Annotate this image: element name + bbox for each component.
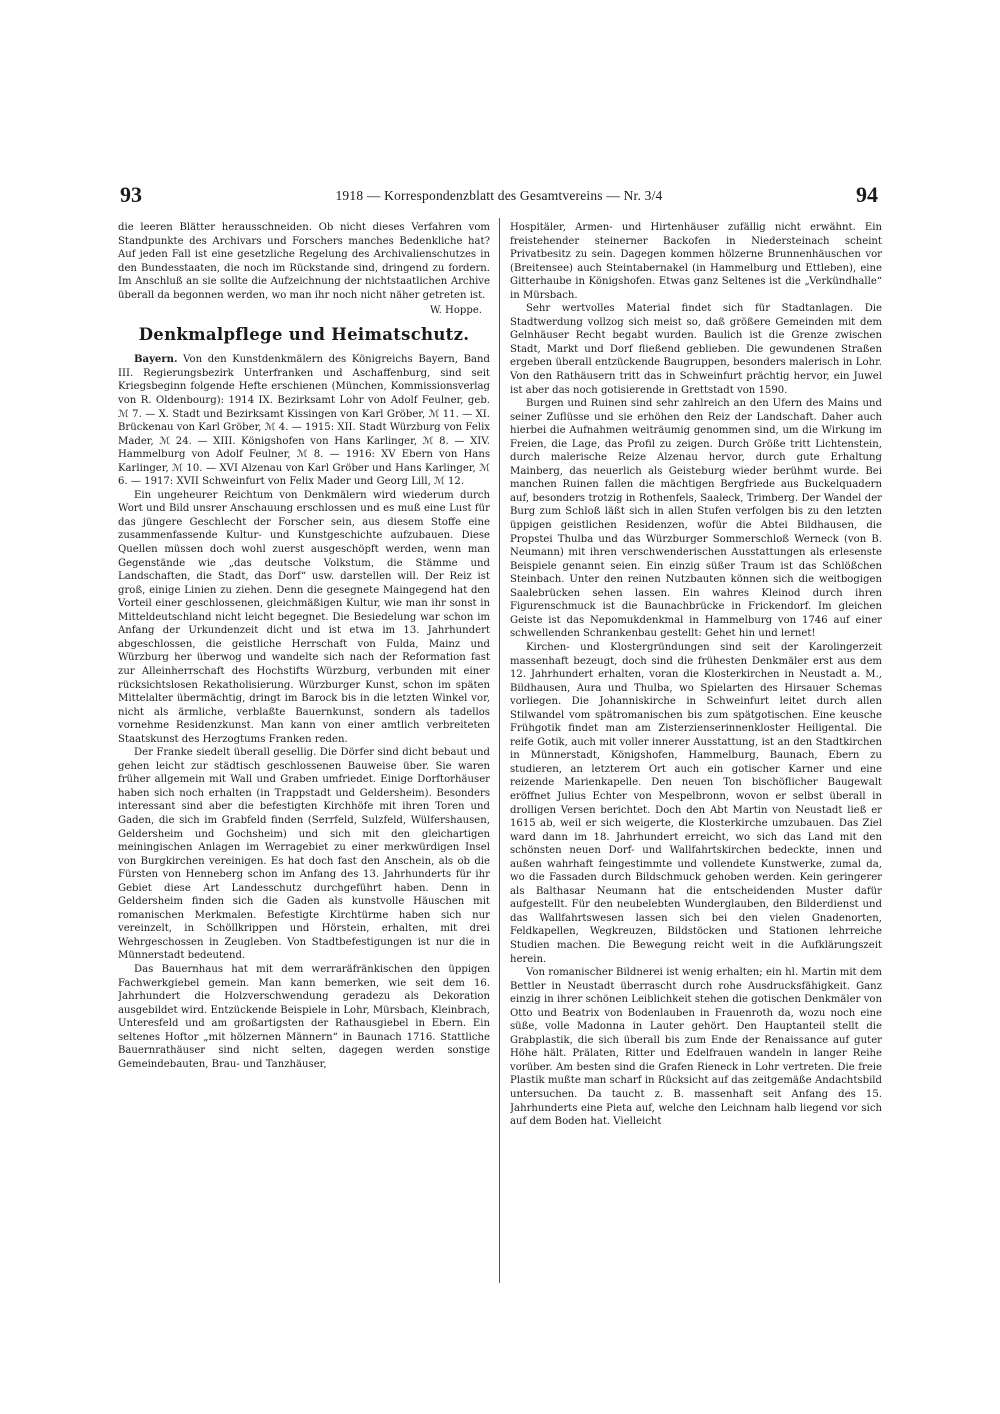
right-column [510, 221, 882, 1281]
bibliography-paragraph [118, 353, 490, 488]
section-title: Denkmalpflege und Heimatschutz. [138, 324, 470, 344]
page-header [120, 182, 878, 212]
body-paragraph: Von romanischer Bildnerei ist wenig erhalten; ein hl. Martin mit dem Bettler in Neustadt überrascht durch rohe Ausdrucksfähigkeit. Ganz einzig in ihrer schönen Leiblichkeit stehen die gotischen Denkmäler von Otto und Beatrix von Bodenlauben in Frauenroth da, wozu noch eine süße, volle Madonna in Lauter gehört. Den Hauptanteil stellt die Grabplastik, die sich überall bis zum Ende der Renaissance auf guter Höhe hält. Prälaten, Ritter und Edelfrauen wandeln in langer Reihe vorüber. Am besten sind die Grafen Rieneck in Lohr vertreten. Die freie Plastik mußte man scharf in Rücksicht auf das zeitgemäße Andachtsbild untersuchen. Da taucht z. B. massenhaft seit Anfang des 15. Jahrhunderts eine Pieta auf, welche den Leichnam halb liegend vor sich auf dem Boden hat. Vielleicht [510, 967, 882, 1128]
intro-paragraph: die leeren Blätter herausschneiden. Ob nicht dieses Verfahren vom Standpunkte des Archivars und Forschers manches Bedenkliche hat? Auf jeden Fall ist eine gesetzliche Regelung des Archivalienschutzes in den Bundesstaaten, die noch im Rückstande sind, dringend zu fordern. Im Anschluß an sie sollte die Aufzeichnung der nichtstaatlichen Archive überall da begonnen werden, wo man ihr noch nicht näher getreten ist. [118, 222, 490, 301]
body-paragraph: Hospitäler, Armen- und Hirtenhäuser zufällig nicht erwähnt. Ein freistehender steinerner Backofen in Niedersteinach scheint Privatbesitz zu sein. Dagegen kommen hölzerne Brunnenhäuschen vor (Breitensee) auch Steintabernakel (in Hammelburg und Ettleben), eine Gitterhaube in Königshofen. Etwas ganz Seltenes ist die „Verkündhalle“ in Mürsbach. [510, 222, 882, 301]
bibliography-lead: Bayern. [134, 354, 178, 366]
author-signature: W. Hoppe. [429, 305, 482, 317]
page-number-right: 94 [856, 182, 878, 207]
body-paragraph: Ein ungeheurer Reichtum von Denkmälern wird wiederum durch Wort und Bild unsrer Anschauung erschlossen und es muß eine Lust für das jüngere Geschlecht der Forscher sein, aus diesem Stoffe eine zusammenfassende Kultur- und Kunstgeschichte aufzubauen. Diese Quellen müssen doch wohl zuerst ausgeschöpft werden, wenn man Gegenstände wie „das deutsche Volkstum, die Stämme und Landschaften, die Stadt, das Dorf“ usw. darstellen will. Der Reiz ist groß, einige Linien zu ziehen. Denn die gesegnete Maingegend hat den Vorteil einer geschlossenen, gleichmäßigen Kultur, wie man ihr sonst in Mitteldeutschland nicht leicht begegnet. Die Besiedelung war schon im Anfang der Urkundenzeit dicht und ist etwa im 13. Jahrhundert abgeschlossen, die geistliche Herrschaft von Fulda, Mainz und Würzburg her überwog und wandelte sich nach der Reformation fast zur Alleinherrschaft des Hochstifts Würzburg, verbunden mit einer rücksichtslosen Rekatholisierung. Würzburger Kunst, schon im späten Mittelalter übermächtig, dringt im Barock bis in die letzten Winkel vor, nicht als ärmliche, verblaßte Bauernkunst, sondern als tadellos vornehme Residenzkunst. Man kann von einer amtlich verbreiteten Staatskunst des Herzogtums Franken reden. [118, 489, 490, 745]
body-paragraph: Der Franke siedelt überall gesellig. Die Dörfer sind dicht bebaut und gehen leicht zur städtisch geschlossenen Bauweise über. Sie waren früher allgemein mit Wall und Graben umfriedet. Einige Dorftorhäuser haben sich noch erhalten (in Trappstadt und Geldersheim). Besonders interessant sind aber die befestigten Kirchhöfe mit ihren Toren und Gaden, die sich im Grabfeld finden (Serrfeld, Sulzfeld, Wülfershausen, Geldersheim und Gochsheim) und sich mit den gleichartigen meiningischen Anlagen im Werragebiet zu einer merkwürdigen Insel von Burgkirchen vereinigen. Es hat doch fast den Anschein, als ob die Fürsten von Henneberg schon im Anfang des 13. Jahrhunderts für ihr Gebiet diese Art Landesschutz durchgeführt haben. Denn in Geldersheim finden sich die Gaden als kunstvolle Häuschen mit romanischen Merkmalen. Befestigte Kirchtürme haben sich nur vereinzelt, in Schöllkrippen und Hörstein, erhalten, mit drei Wehrgeschossen in Zeugleben. Von Stadtbefestigungen ist nur die in Münnerstadt bedeutend. [118, 747, 490, 962]
bibliography-text: Von den Kunstdenkmälern des Königreichs Bayern, Band III. Regierungsbezirk Unterfranken und Aschaffenburg, sind seit Kriegsbeginn folgende Hefte erschienen (München, Kommissionsverlag von R. Oldenbourg): 1914 IX. Bezirksamt Lohr von Adolf Feulner, geb. ℳ 7. — X. Stadt und Bezirksamt Kissingen von Karl Gröber, ℳ 11. — XI. Brückenau von Karl Gröber, ℳ 4. — 1915: XII. Stadt Würzburg von Felix Mader, ℳ 24. — XIII. Königshofen von Hans Karlinger, ℳ 8. — XIV. Hammelburg von Adolf Feulner, ℳ 8. — 1916: XV Ebern von Hans Karlinger, ℳ 10. — XVI Alzenau von Karl Gröber und Hans Karlinger, ℳ 6. — 1917: XVII Schweinfurt von Felix Mader und Georg Lill, ℳ 12. [118, 354, 490, 488]
body-paragraph: Kirchen- und Klostergründungen sind seit der Karolingerzeit massenhaft bezeugt, doch sind die frühesten Denkmäler erst aus dem 12. Jahrhundert erhalten, voran die Klosterkirchen in Neustadt a. M., Bildhausen, Aura und Thulba, wo Spielarten des Hirsauer Schemas vorliegen. Die Johanniskirche in Schweinfurt leitet durch allen Stilwandel vom spätromanischen bis zum spätgotischen. Eine keusche Frühgotik findet man am Zisterzienserinnenkloster Heiligental. Die reife Gotik, auch mit voller innerer Ausstattung, ist an den Stadtkirchen in Münnerstadt, Königshofen, Hammelburg, Baunach, Ebern zu studieren, an letzterem Ort auch ein gotischer Karner und eine reizende Marienkapelle. Den neuen Ton bischöflicher Baugewalt eröffnet Julius Echter von Mespelbronn, wovon er selbst überall in drolligen Versen berichtet. Doch den Abt Martin von Neustadt ließ er 1615 ab, weil er sich weigerte, die Klosterkirche umzubauen. Das Ziel ward dann im 18. Jahrhundert erreicht, wo sich das Land mit den schönsten neuen Dorf- und Wallfahrtskirchen bedeckte, innen und außen wahrhaft feingestimmte und vollendete Kunstwerke, zumal da, wo die Fassaden durch Bildschmuck gehoben werden. Kein geringerer als Balthasar Neumann hat die entscheidenden Muster dafür aufgestellt. Für den neubelebten Wunderglauben, den Bilderdienst und das Wallfahrtswesen lassen sich bei den vielen Gnadenorten, Feldkapellen, Wegkreuzen, Bildstöcken und Stationen lehrreiche Studien machen. Die Bewegung reicht weit in die Aufklärungszeit herein. [510, 641, 882, 965]
body-paragraph: Sehr wertvolles Material findet sich für Stadtanlagen. Die Stadtwerdung vollzog sich meist so, daß größere Gemeinden mit dem Gelnhäuser Recht begabt wurden. Baulich ist die Grenze zwischen Stadt, Markt und Dorf fließend geblieben. Die gewundenen Straßen ergeben überall entzückende Baugruppen, besonders malerisch in Lohr. Von den Rathäusern tritt das in Schweinfurt prächtig hervor, ein Juwel ist aber das noch gotisierende in Grettstadt von 1590. [510, 303, 882, 396]
left-column [118, 221, 490, 1281]
body-paragraph: Das Bauernhaus hat mit dem werraräfränkischen den üppigen Fachwerkgiebel gemein. Man kann bemerken, wie seit dem 16. Jahrhundert die Holzverschwendung geradezu als Dekoration ausgebildet wird. Entzückende Beispiele in Lohr, Mürsbach, Kleinbrach, Unteresfeld und am großartigsten der Rathausgiebel in Ebern. Ein seltenes Hoftor „mit hölzernen Männern“ in Baunach 1716. Stattliche Bauernrathäuser sind nicht selten, dagegen werden sonstige Gemeindebauten, Brau- und Tanzhäuser, [118, 963, 490, 1070]
column-divider [499, 218, 500, 1283]
body-paragraph: Burgen und Ruinen sind sehr zahlreich an den Ufern des Mains und seiner Zuflüsse und sie erhöhen den Reiz der Landschaft. Daher auch hierbei die Aufnahmen weiträumig genommen sind, um die Wirkung im Freien, die Lage, das Profil zu zeigen. Durch Größe tritt Lichtenstein, durch malerische Reize Alzenau hervor, durch gute Erhaltung Mainberg, das neuerlich als Geisteburg wieder berühmt wurde. Bei manchen Ruinen fallen die mächtigen Bergfriede aus Buckelquadern auf, besonders trotzig in Rothenfels, Saaleck, Trimberg. Der Wandel der Burg zum Schloß läßt sich in allen Stufen verfolgen bis zu den letzten üppigen geistlichen Residenzen, wofür die Abtei Bildhausen, die Propstei Thulba und das Würzburger Sommerschloß Werneck (von B. Neumann) mit ihren verschwenderischen Ausstattungen als erlesenste Beispiele genannt seien. Ein einzig süßer Traum ist das Schlößchen Steinbach. Unter den reinen Nutzbauten können sich die weitbogigen Saalebrücken sehen lassen. Ein wahres Kleinod durch ihren Figurenschmuck ist die Baunachbrücke in Frickendorf. Im gleichen Geiste ist das Nepomukdenkmal in Hammelburg von 1746 auf einer schwellenden Schrankenbau gestellt: Gehet hin und lernet! [510, 398, 882, 640]
running-title: 1918 — Korrespondenzblatt des Gesamtvereins — Nr. 3/4 [335, 188, 663, 203]
page-number-left: 93 [120, 182, 142, 207]
